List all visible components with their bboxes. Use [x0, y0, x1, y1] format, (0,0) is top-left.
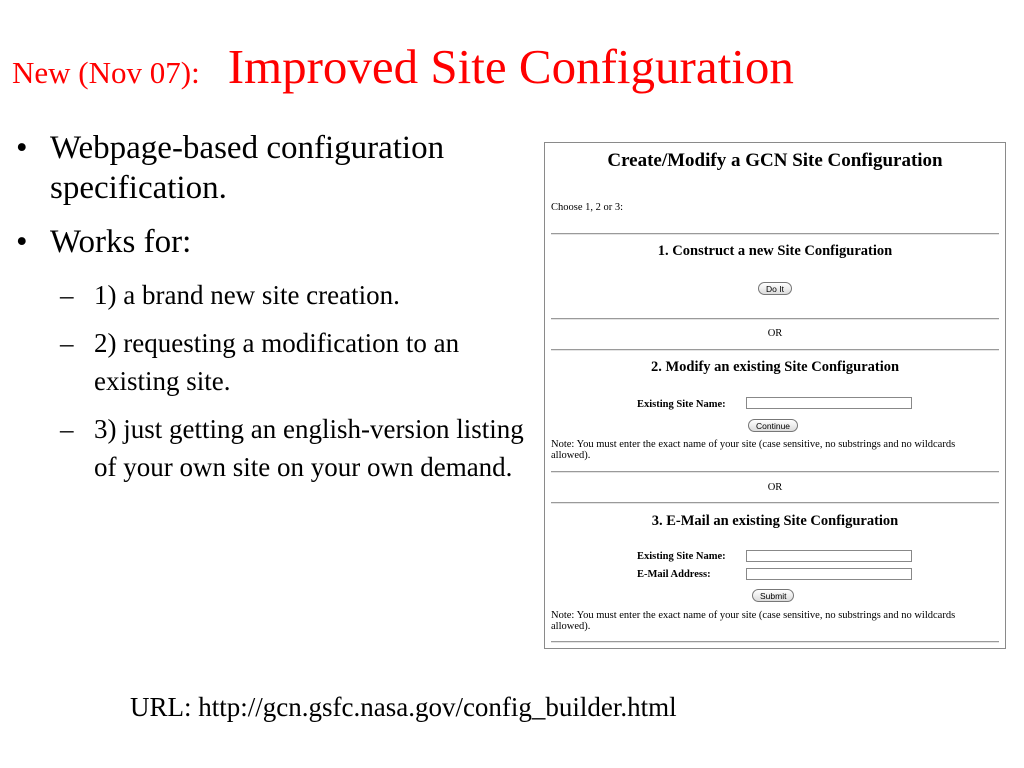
existing-site-name-input[interactable]	[746, 397, 912, 409]
continue-button[interactable]: Continue	[748, 419, 798, 432]
divider	[551, 318, 999, 320]
existing-site-name-label: Existing Site Name:	[637, 399, 726, 410]
divider	[551, 641, 999, 643]
section-2-heading: 2. Modify an existing Site Configuration	[650, 359, 900, 375]
config-form-screenshot	[544, 142, 1006, 649]
form-title: Create/Modify a GCN Site Configuration	[607, 150, 943, 171]
url-text: URL: http://gcn.gsfc.nasa.gov/config_builder.html	[130, 692, 677, 722]
choose-instruction: Choose 1, 2 or 3:	[551, 202, 624, 213]
do-it-button[interactable]: Do It	[758, 282, 792, 295]
section-1-heading: 1. Construct a new Site Configuration	[657, 243, 893, 259]
sub-bullet-text: 1) a brand new site creation.	[94, 280, 400, 310]
section-3-heading: 3. E-Mail an existing Site Configuration	[651, 513, 899, 529]
dash-icon: –	[60, 280, 74, 310]
or-separator: OR	[767, 482, 783, 493]
email-address-input[interactable]	[746, 568, 912, 580]
title-prefix: New (Nov 07):	[12, 55, 200, 90]
sub-bullet-item	[0, 324, 530, 400]
bullet-list	[0, 128, 530, 496]
sub-bullet-text: 3) just getting an english-version listing of your own site on your own demand.	[94, 414, 524, 482]
existing-site-name-label: Existing Site Name:	[637, 551, 726, 562]
divider	[551, 233, 999, 235]
slide-title	[12, 38, 794, 95]
sub-bullet-item	[0, 276, 530, 314]
section-3-note: Note: You must enter the exact name of your site (case sensitive, no substrings and no wildcards allowed).	[551, 610, 956, 632]
divider	[551, 471, 999, 473]
section-2-note: Note: You must enter the exact name of your site (case sensitive, no substrings and no wildcards allowed).	[551, 439, 956, 461]
divider	[551, 502, 999, 504]
submit-button[interactable]: Submit	[752, 589, 794, 602]
sub-bullet-item	[0, 410, 530, 486]
bullet-icon: •	[16, 130, 28, 166]
bullet-text: Webpage-based configuration specification.	[50, 130, 445, 206]
or-separator: OR	[767, 328, 783, 339]
title-main: Improved Site Configuration	[227, 39, 794, 94]
existing-site-name-input[interactable]	[746, 550, 912, 562]
bullet-text: Works for:	[50, 224, 192, 260]
sub-bullet-text: 2) requesting a modification to an existing site.	[94, 328, 460, 396]
divider	[551, 349, 999, 351]
dash-icon: –	[60, 328, 74, 358]
dash-icon: –	[60, 414, 74, 444]
bullet-item	[0, 222, 530, 262]
bullet-icon: •	[16, 224, 28, 260]
email-address-label: E-Mail Address:	[637, 569, 711, 580]
bullet-item	[0, 128, 530, 208]
